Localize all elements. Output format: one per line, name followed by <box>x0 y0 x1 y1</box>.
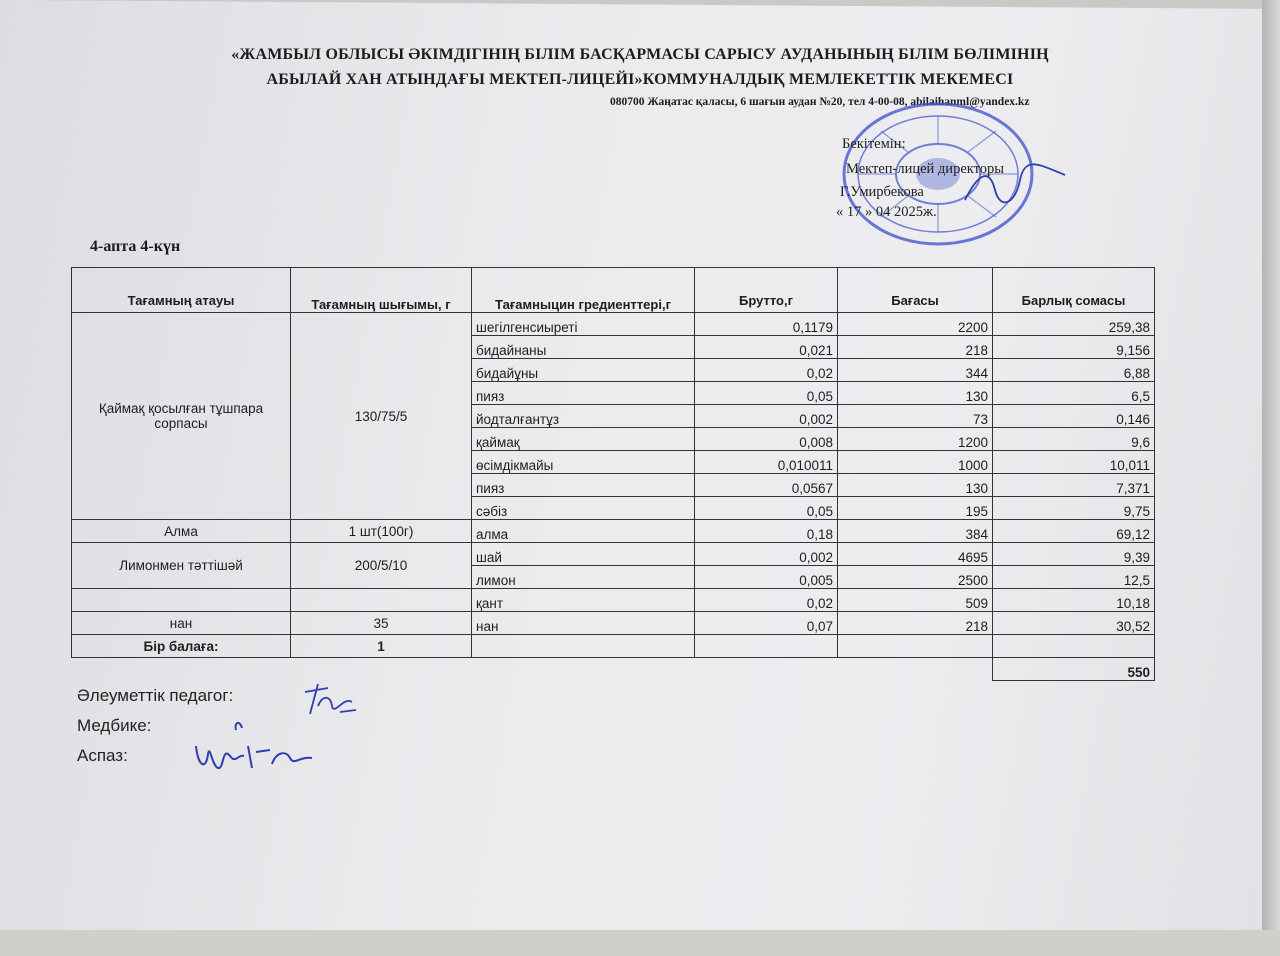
price-cell: 384 <box>838 520 993 543</box>
brutto-cell: 0,021 <box>695 336 838 359</box>
col-header-dish-name: Тағамның атауы <box>72 268 291 313</box>
table-row <box>72 543 1155 566</box>
per-child-value: 1 <box>291 635 472 658</box>
brutto-cell: 0,005 <box>695 566 838 589</box>
col-header-brutto: Брутто,г <box>695 268 838 313</box>
org-title-line2: АБЫЛАЙ ХАН АТЫНДАҒЫ МЕКТЕП-ЛИЦЕЙІ»КОММУНАЛДЫҚ МЕМЛЕКЕТТІК МЕКЕМЕСІ <box>266 71 1014 88</box>
dish-name-cell: нан <box>72 612 291 635</box>
table-row <box>72 313 1155 336</box>
brutto-cell: 0,02 <box>695 589 838 612</box>
sum-cell: 6,5 <box>993 382 1155 405</box>
ingredient-cell: өсімдікмайы <box>472 451 695 474</box>
brutto-cell: 0,02 <box>695 359 838 382</box>
brutto-cell: 0,07 <box>695 612 838 635</box>
total-row <box>72 658 1155 681</box>
sum-cell: 0,146 <box>993 405 1155 428</box>
sum-cell: 259,38 <box>993 313 1155 336</box>
col-header-yield: Тағамның шығымы, г <box>291 268 472 313</box>
price-cell: 130 <box>838 474 993 497</box>
empty-cell <box>993 635 1155 658</box>
dish-name-cell: Қаймақ қосылған тұшпара сорпасы <box>72 313 291 520</box>
ingredient-cell: қаймақ <box>472 428 695 451</box>
ingredient-cell: нан <box>472 612 695 635</box>
sum-cell: 30,52 <box>993 612 1155 635</box>
price-cell: 1200 <box>838 428 993 451</box>
price-cell: 344 <box>838 359 993 382</box>
sum-cell: 10,011 <box>993 451 1155 474</box>
sum-cell: 9,156 <box>993 336 1155 359</box>
empty-cell <box>695 635 838 658</box>
table-row <box>72 612 1155 635</box>
sum-cell: 9,39 <box>993 543 1155 566</box>
approval-director-name: Г.Умирбекова <box>840 184 924 200</box>
dish-yield-cell: 1 шт(100г) <box>291 520 472 543</box>
empty-cell <box>72 658 993 681</box>
social-pedagogue-label: Әлеуметтік педагог: <box>77 686 234 705</box>
sum-cell: 12,5 <box>993 566 1155 589</box>
paper-shadow <box>1262 0 1280 956</box>
sum-cell: 9,6 <box>993 428 1155 451</box>
ingredient-cell: пияз <box>472 382 695 405</box>
price-cell: 130 <box>838 382 993 405</box>
ingredient-cell: алма <box>472 520 695 543</box>
sum-cell: 69,12 <box>993 520 1155 543</box>
approval-date: « 17 » 04 2025ж. <box>836 204 937 220</box>
col-header-price: Бағасы <box>838 268 993 313</box>
table-row <box>72 589 1155 612</box>
per-child-row <box>72 635 1155 658</box>
ingredient-cell: сәбіз <box>472 497 695 520</box>
social-pedagogue-signature <box>300 676 360 720</box>
price-cell: 73 <box>838 405 993 428</box>
ingredient-cell: пияз <box>472 474 695 497</box>
ingredient-cell: шай <box>472 543 695 566</box>
brutto-cell: 0,008 <box>695 428 838 451</box>
cook-label: Аспаз: <box>77 746 128 765</box>
empty-cell <box>838 635 993 658</box>
approval-label: Бекітемін: <box>842 136 906 152</box>
price-cell: 2500 <box>838 566 993 589</box>
sum-cell: 6,88 <box>993 359 1155 382</box>
per-child-label: Бір балаға: <box>72 635 291 658</box>
dish-yield-cell: 35 <box>291 612 472 635</box>
dish-yield-cell: 130/75/5 <box>291 313 472 520</box>
org-address: 080700 Жаңатас қаласы, 6 шағын аудан №20, тел 4-00-08, abilaihanml@yandex.kz <box>610 96 1030 108</box>
desk-surface <box>0 930 1280 956</box>
ingredient-cell: бидайұны <box>472 359 695 382</box>
ingredient-cell: қант <box>472 589 695 612</box>
col-header-total: Барлық сомасы <box>993 268 1155 313</box>
brutto-cell: 0,010011 <box>695 451 838 474</box>
brutto-cell: 0,05 <box>695 382 838 405</box>
price-cell: 195 <box>838 497 993 520</box>
price-cell: 509 <box>838 589 993 612</box>
brutto-cell: 0,002 <box>695 543 838 566</box>
dish-name-cell: Лимонмен тәттішәй <box>72 543 291 589</box>
table-header-row <box>72 268 1155 313</box>
nurse-label: Медбике: <box>77 716 152 735</box>
sum-cell: 10,18 <box>993 589 1155 612</box>
empty-cell <box>291 589 472 612</box>
price-cell: 2200 <box>838 313 993 336</box>
sum-cell: 7,371 <box>993 474 1155 497</box>
dish-name-cell: Алма <box>72 520 291 543</box>
ingredient-cell: бидайнаны <box>472 336 695 359</box>
price-cell: 218 <box>838 336 993 359</box>
cook-signature <box>186 716 316 782</box>
grand-total-cell: 550 <box>993 658 1155 681</box>
empty-cell <box>472 635 695 658</box>
ingredient-cell: шегілгенсиыреті <box>472 313 695 336</box>
brutto-cell: 0,05 <box>695 497 838 520</box>
ingredient-cell: лимон <box>472 566 695 589</box>
brutto-cell: 0,002 <box>695 405 838 428</box>
table-row <box>72 520 1155 543</box>
col-header-ingredients: Тағамныцин гредиенттері,г <box>472 268 695 313</box>
org-title-line1: «ЖАМБЫЛ ОБЛЫСЫ ӘКІМДІГІНІҢ БІЛІМ БАСҚАРМАСЫ САРЫСУ АУДАНЫНЫҢ БІЛІМ БӨЛІМІНІҢ <box>231 46 1049 63</box>
menu-table <box>71 267 1155 681</box>
sum-cell: 9,75 <box>993 497 1155 520</box>
price-cell: 218 <box>838 612 993 635</box>
approval-position: Мектеп-лицей директоры <box>846 161 1004 177</box>
price-cell: 4695 <box>838 543 993 566</box>
brutto-cell: 0,1179 <box>695 313 838 336</box>
brutto-cell: 0,18 <box>695 520 838 543</box>
ingredient-cell: йодталғантұз <box>472 405 695 428</box>
week-day-label: 4-апта 4-күн <box>90 238 181 255</box>
director-signature <box>960 160 1070 210</box>
brutto-cell: 0,0567 <box>695 474 838 497</box>
empty-cell <box>72 589 291 612</box>
price-cell: 1000 <box>838 451 993 474</box>
dish-yield-cell: 200/5/10 <box>291 543 472 589</box>
